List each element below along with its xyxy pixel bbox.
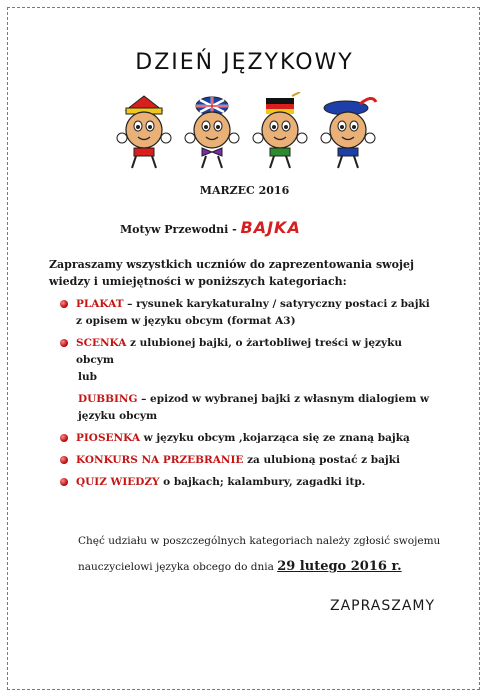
category-name: PIOSENKA (76, 432, 140, 444)
signup-note (78, 528, 458, 580)
signup-line-1: Chęć udziału w poszczególnych kategoriach należy zgłosić swojemu (78, 535, 441, 547)
category-desc: za ulubioną postać z bajki (243, 454, 400, 466)
category-desc: z ulubionej bajki, o żartobliwej treści w języku obcym (76, 337, 403, 366)
category-name: QUIZ WIEDZY (76, 476, 160, 488)
motto (120, 218, 301, 237)
category-item (58, 296, 438, 330)
category-item (58, 430, 438, 447)
category-name: SCENKA (76, 337, 127, 349)
category-desc: w języku obcym ,kojarząca się ze znaną bajką (139, 432, 410, 444)
category-item (58, 391, 438, 425)
category-desc: – epizod w wybranej bajki z własnym dialogiem w języku obcym (78, 393, 430, 422)
motto-highlight: BAJKA (240, 218, 301, 237)
cartoon-characters (112, 92, 382, 170)
category-desc: o bajkach; kalambury, zagadki itp. (159, 476, 366, 488)
category-item (58, 474, 438, 491)
character-musketeer-icon (316, 92, 380, 170)
bullet-icon (60, 339, 68, 347)
character-jester-icon (112, 92, 176, 170)
category-item (58, 335, 438, 369)
event-date: MARZEC 2016 (199, 184, 290, 197)
page-title: DZIEŃ JĘZYKOWY (135, 50, 354, 75)
category-item (58, 452, 438, 469)
bullet-icon (60, 456, 68, 464)
category-list (58, 296, 438, 496)
signup-line-2-text: nauczycielowi języka obcego do dnia (78, 561, 278, 573)
intro-text: Zapraszamy wszystkich uczniów do zaprezentowania swojej wiedzy i umiejętności w poniższych kategoriach: (49, 258, 414, 288)
category-name: KONKURS NA PRZEBRANIE (76, 454, 244, 466)
category-desc: – rysunek karykaturalny / satyryczny postaci z bajki z opisem w języku obcym (format A3) (76, 298, 430, 327)
or-text: lub (78, 371, 97, 383)
closing-text: ZAPRASZAMY (330, 598, 436, 614)
deadline: 29 lutego 2016 r. (277, 559, 402, 574)
bullet-icon (60, 300, 68, 308)
character-british-icon (180, 92, 244, 170)
motto-label: Motyw Przewodni - (120, 223, 237, 236)
bullet-icon (60, 434, 68, 442)
character-german-icon (248, 92, 312, 170)
category-name: DUBBING (78, 393, 138, 405)
category-name: PLAKAT (76, 298, 124, 310)
signup-line-2 (78, 554, 458, 580)
bullet-icon (60, 478, 68, 486)
